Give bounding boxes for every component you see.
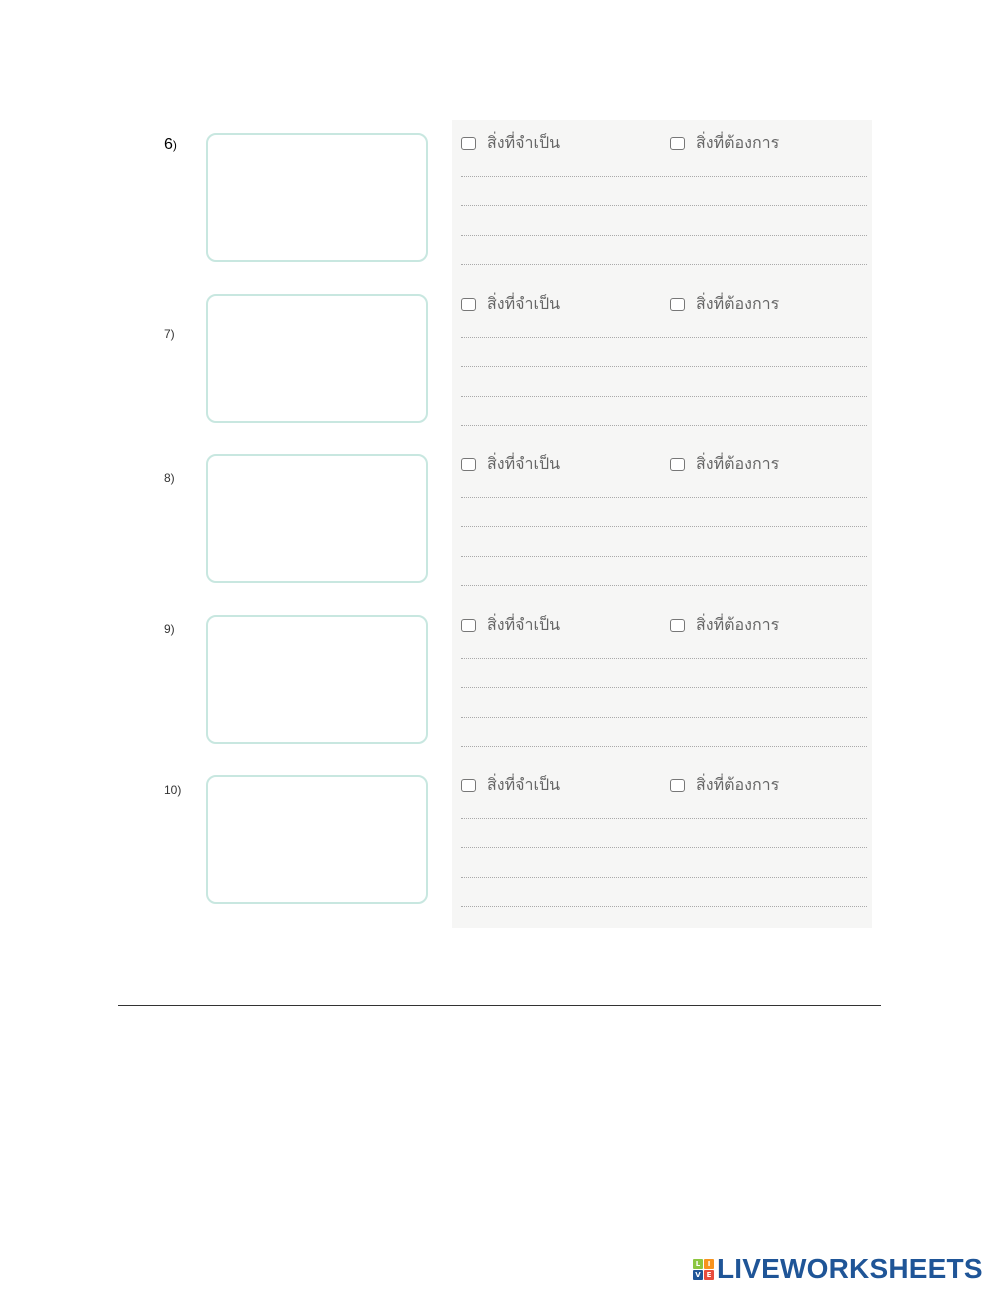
logo-tile: V [693,1270,703,1280]
need-option[interactable] [461,131,560,156]
want-label: สิ่งที่ต้องการ [696,133,780,152]
need-label: สิ่งที่จำเป็น [487,294,561,313]
picture-box [206,133,428,262]
answer-line[interactable] [461,877,867,878]
need-option[interactable] [461,292,560,317]
want-checkbox[interactable] [670,137,685,150]
logo-tile: E [704,1270,714,1280]
question-number: 9) [164,622,175,636]
liveworksheets-logo [693,1253,983,1284]
logo-tile: I [704,1259,714,1269]
want-option[interactable] [670,773,779,798]
answer-line[interactable] [461,264,867,265]
want-checkbox[interactable] [670,458,685,471]
answer-line[interactable] [461,337,867,338]
want-checkbox[interactable] [670,779,685,792]
want-label: สิ่งที่ต้องการ [696,615,780,634]
answer-line[interactable] [461,556,867,557]
answer-line[interactable] [461,205,867,206]
want-option[interactable] [670,292,779,317]
picture-box [206,615,428,744]
answer-line[interactable] [461,847,867,848]
need-label: สิ่งที่จำเป็น [487,454,561,473]
question-number: 8) [164,471,175,485]
answer-line[interactable] [461,585,867,586]
need-label: สิ่งที่จำเป็น [487,775,561,794]
answer-line[interactable] [461,176,867,177]
answer-line[interactable] [461,396,867,397]
answer-line[interactable] [461,717,867,718]
want-checkbox[interactable] [670,619,685,632]
need-checkbox[interactable] [461,619,476,632]
answer-line[interactable] [461,687,867,688]
need-label: สิ่งที่จำเป็น [487,615,561,634]
need-checkbox[interactable] [461,137,476,150]
logo-tile: L [693,1259,703,1269]
want-label: สิ่งที่ต้องการ [696,294,780,313]
need-checkbox[interactable] [461,458,476,471]
want-checkbox[interactable] [670,298,685,311]
answer-line[interactable] [461,425,867,426]
need-label: สิ่งที่จำเป็น [487,133,561,152]
question-number: 7) [164,327,175,341]
picture-box [206,294,428,423]
need-option[interactable] [461,452,560,477]
answer-line[interactable] [461,526,867,527]
question-row [0,763,1000,923]
logo-icon [693,1259,714,1280]
answer-line[interactable] [461,906,867,907]
answer-line[interactable] [461,818,867,819]
answer-line[interactable] [461,746,867,747]
need-option[interactable] [461,613,560,638]
want-option[interactable] [670,452,779,477]
brand-name: LIVEWORKSHEETS [717,1253,983,1284]
want-label: สิ่งที่ต้องการ [696,775,780,794]
need-checkbox[interactable] [461,298,476,311]
question-row [0,282,1000,442]
question-row [0,603,1000,763]
answer-line[interactable] [461,366,867,367]
answer-line[interactable] [461,497,867,498]
need-option[interactable] [461,773,560,798]
need-checkbox[interactable] [461,779,476,792]
question-row [0,121,1000,281]
question-row [0,442,1000,602]
want-label: สิ่งที่ต้องการ [696,454,780,473]
question-number: 6) [164,136,177,153]
picture-box [206,454,428,583]
answer-line[interactable] [461,235,867,236]
answer-line[interactable] [461,658,867,659]
horizontal-divider [118,1005,881,1006]
want-option[interactable] [670,131,779,156]
picture-box [206,775,428,904]
want-option[interactable] [670,613,779,638]
question-number: 10) [164,783,182,797]
